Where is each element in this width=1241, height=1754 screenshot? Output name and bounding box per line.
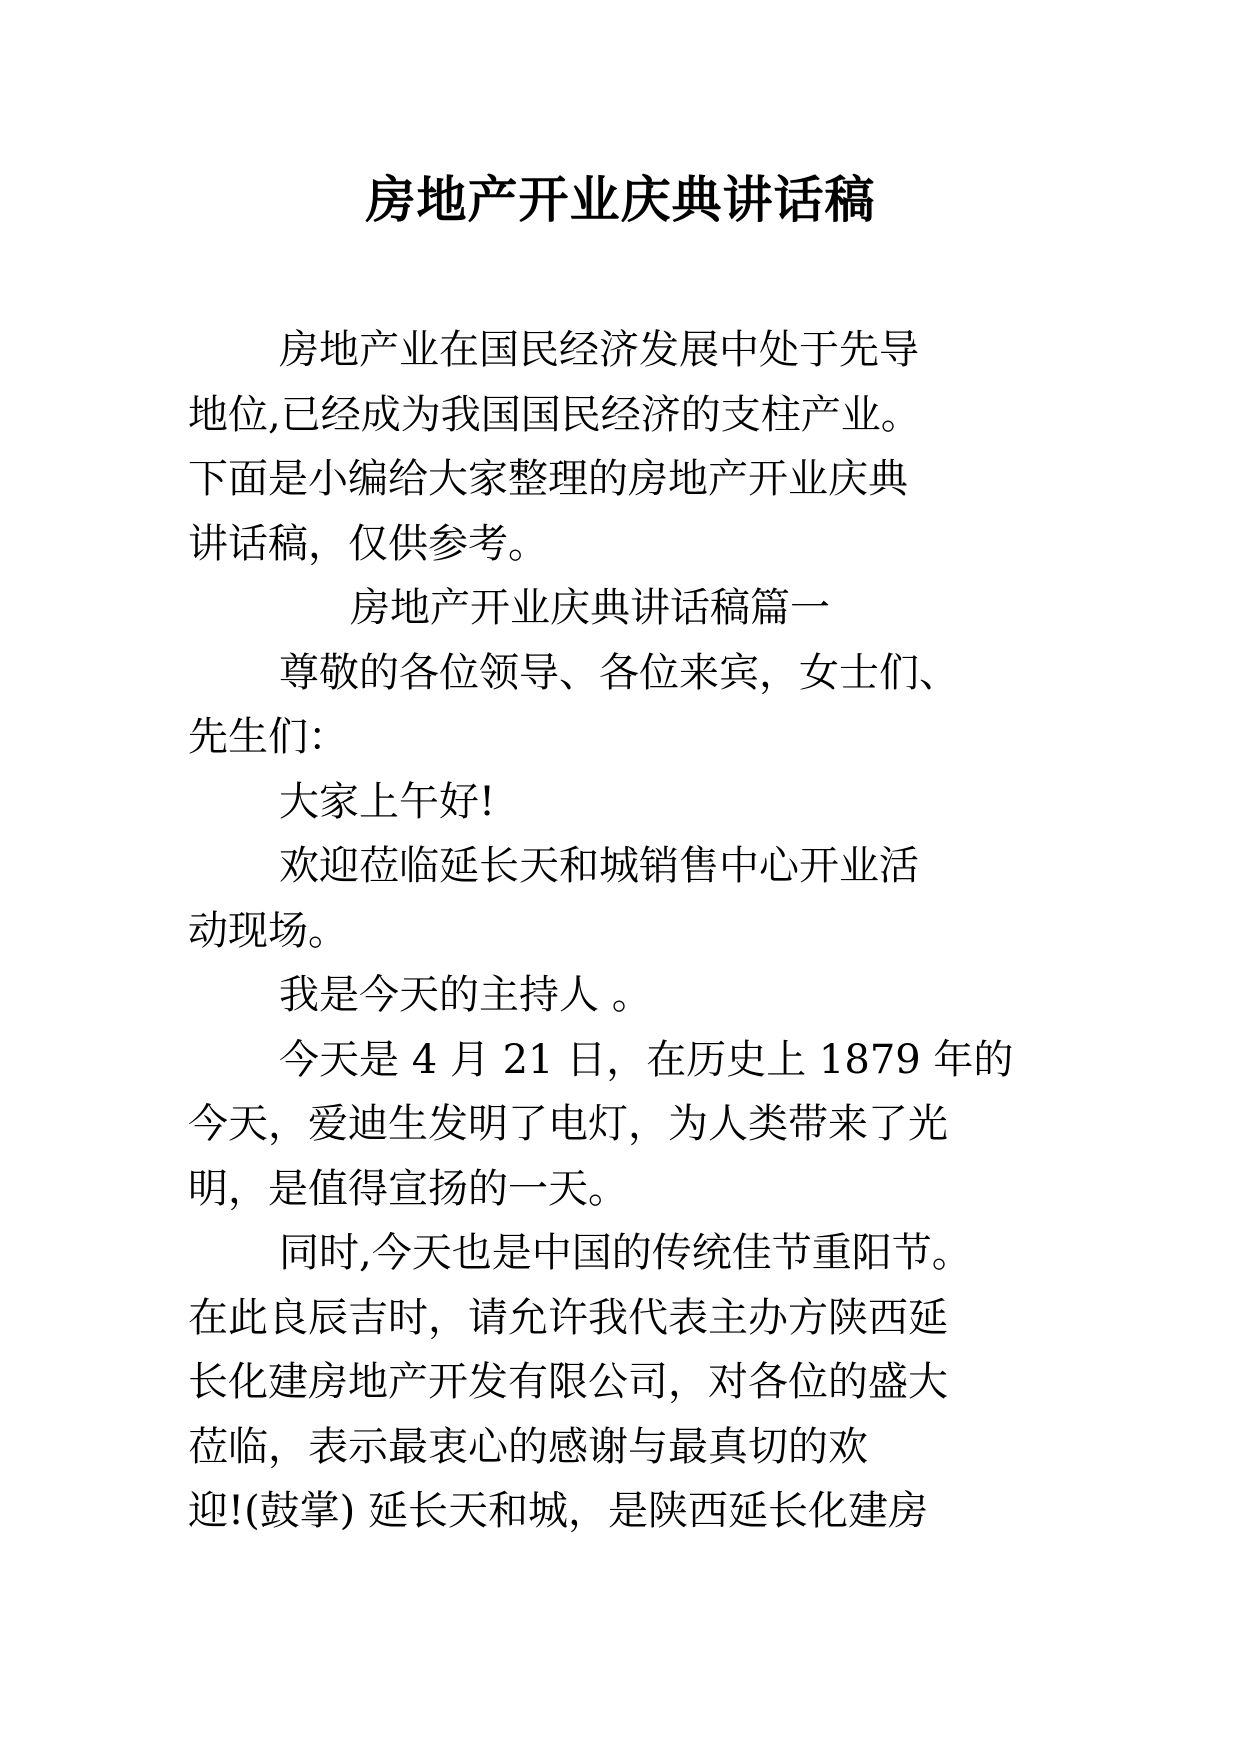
paragraph-line: 下面是小编给大家整理的房地产开业庆典	[188, 456, 908, 502]
paragraph-line: 明，是值得宣扬的一天。	[188, 1165, 628, 1212]
section-heading: 房地产开业庆典讲话稿篇一	[350, 585, 830, 631]
paragraph-line: 尊敬的各位领导、各位来宾，女士们、	[279, 649, 959, 696]
paragraph-line: 动现场。	[188, 907, 348, 954]
document-body	[188, 318, 1088, 1544]
paragraph-line: 今天，爱迪生发明了电灯，为人类带来了光	[188, 1101, 948, 1147]
paragraph-line: 迎!(鼓掌) 延长天和城，是陕西延长化建房	[188, 1488, 928, 1534]
paragraph-line: 今天是 4 月 21 日，在历史上 1879 年的	[279, 1036, 1014, 1083]
paragraph-line: 长化建房地产开发有限公司，对各位的盛大	[188, 1359, 948, 1405]
paragraph-line: 我是今天的主持人 。	[279, 972, 652, 1018]
paragraph-line: 莅临，表示最衷心的感谢与最真切的欢	[188, 1423, 868, 1470]
paragraph-line: 欢迎莅临延长天和城销售中心开业活	[279, 843, 919, 889]
paragraph-line: 房地产业在国民经济发展中处于先导	[279, 327, 919, 373]
paragraph-line: 先生们：	[188, 714, 348, 760]
document-title: 房地产开业庆典讲话稿	[365, 170, 876, 229]
paragraph-line: 讲话稿，仅供参考。	[188, 520, 548, 567]
paragraph-line: 在此良辰吉时，请允许我代表主办方陕西延	[188, 1294, 948, 1341]
paragraph-line: 大家上午好!	[279, 778, 496, 825]
paragraph-line: 地位,已经成为我国国民经济的支柱产业。	[188, 391, 921, 438]
paragraph-line: 同时,今天也是中国的传统佳节重阳节。	[279, 1230, 972, 1276]
